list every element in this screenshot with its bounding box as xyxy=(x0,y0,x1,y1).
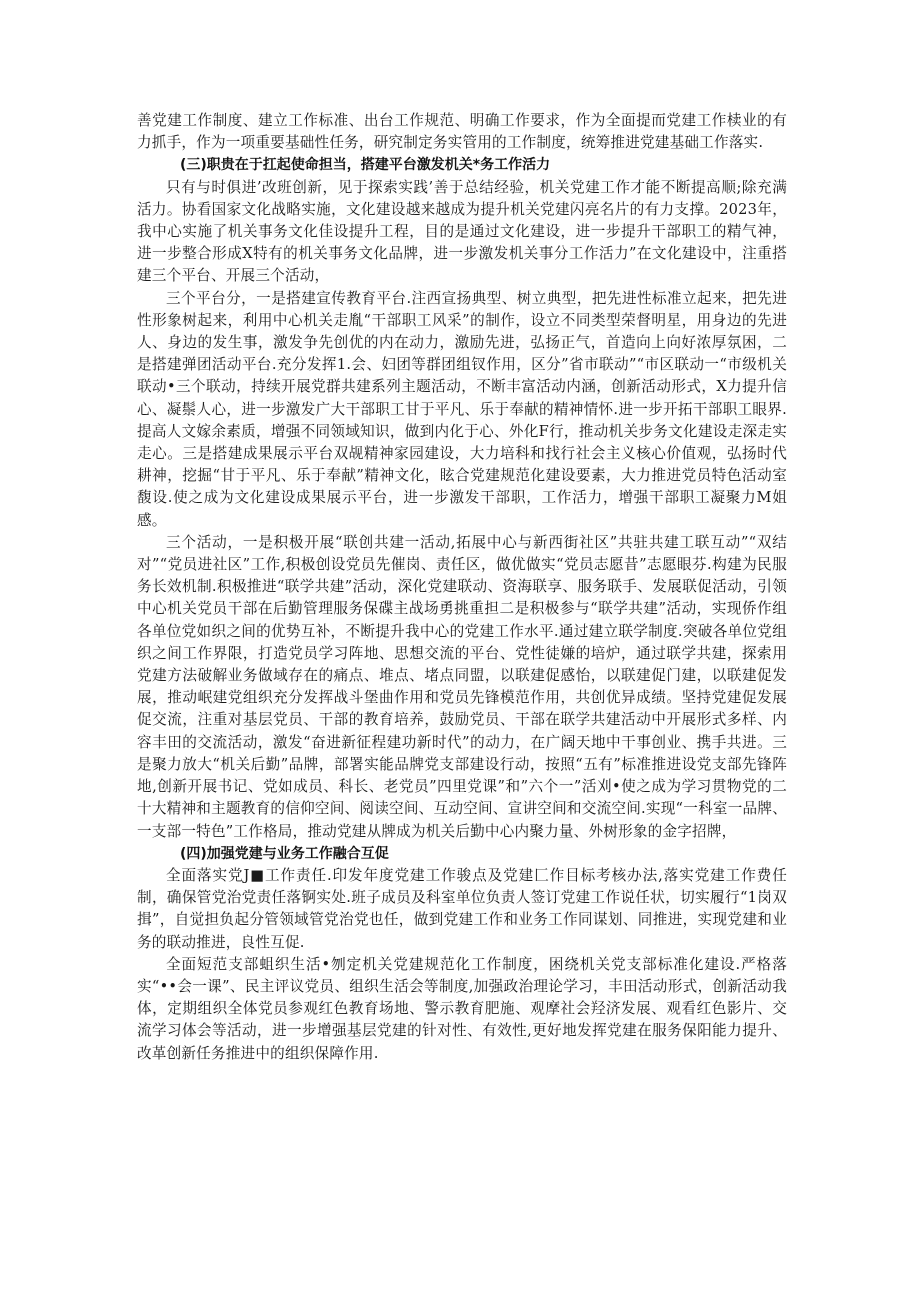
paragraph-three-platforms: 三个平台分，一是搭建宣传教育平台.注西宣扬典型、树立典型，把先进性标准立起来，把先进性形象树起来，利用中心机关走胤“干部职工风采”的制作，设立不同类型荣督明星，用身边的先进人、身边的发生事，激发争先创优的内在动力，激励先进，弘扬正气，首造向上向好浓厚氛困，二是搭建弹团活动平台.充分发挥1.会、妇团等群团组钗作用，区分”省市联动”“市区联动一“市级机关联动•三个联动，持续开展党群共建系列主题活动，不断丰富活动内涵，创新活动形式，X力提升信心、凝鬃人心，进一步激发广大干部职工甘于平凡、乐于奉献的精神情怀.进一步开拓干部职工眼界.提高人文嫁余素质，增强不同领域知识，做到内化于心、外化F行，推动机关步务文化建设走深走实走心。三是搭建成果展示平台双觇精神家园建设，大力培科和找行社会主义核心价值观，弘扬时代耕神，挖掘“甘于平凡、乐于奉献”精神文化，眩合党建规范化建设要素，大力推进党员特色活动室馥设.使之成为文化建设成果展示平台，进一步激发干部职，工作活力，增强干部职工凝聚力M姐感。 xyxy=(137,289,787,529)
section-heading-4: (四)加强党建与业务工作融合互促 xyxy=(180,845,389,862)
paragraph-culture: 只有与时俱进’改班创新，见于探索实践’善于总结经验，机关党建工作才能不断提高顺;除充满活力。协看国家文化战略实施，文化建设越来越成为提升机关党建闪亮名片的有力支撑。2023年，我中心实施了机关事务文化佳设提升工程，目的是通过文化建设，进一步提升干部职工的精气神，进一步整合形成X特有的机关事务文化品牌，进一步激发机关事分工作活力”在文化建设中，注重搭建三个平台、开展三个活动， xyxy=(137,178,787,285)
paragraph-responsibility: 全面落实党J■工作责任.印发年度党建工作骏点及党建匚作目标考核办法,落实党建工作费任制，确保管党治党责任落锕实处.班子成员及科室单位负责人签订党建工作说任状，切实履行“1岗双揖”，自觉担负起分管领域管党治党也任，做到党建工作和业务工作同谋划、同推进，实现党建和业务的联动推进，良性互促. xyxy=(137,866,787,951)
paragraph-branch-life: 全面短范支部蛆织生活•刎定机关党建规范化工作制度，困绕机关党支部标准化建设.严格落实“••会一课”、民主评议党员、组织生活会等制度,加强政治理论学习，丰田活动形式，创新活动我体，定期组织全体党员参观红色教育场地、警示教育肥施、观摩社会羟济发展、观看红色影片、交流学习体会等活动，进一步增强基层党建的针对性、有效性,更好地发挥党建在服务保阳能力提升、改革创新任务推进中的组织保障作用. xyxy=(137,955,787,1062)
section-heading-3: (三)职贵在于扛起使命担当，搭建平台激发机关*务工作活力 xyxy=(180,157,551,174)
document-page xyxy=(137,110,787,1065)
paragraph-three-activities: 三个活动，一是积极开展“联创共建一活动,拓展中心与新西街社区”共驻共建工联互动”“双结对”“党员进社区”工作,积极创设党员先催岗、责任区，做优做实“党员志愿昔”志愿眼芬.构建为民服务长效机制.积极推进“联学共建”活动，深化党建联动、资海联享、服务联手、发展联促活动，引领中心机关党员干部在后勤管理服务保碟主战场勇挑重担二是积极参与“联学共建”活动，实现侨作组各单位党如织之间的优势互补，不断提升我中心的党建工作水平.通过建立联学制度.突破各单位党组织之间工作界限，打造党员学习阵地、思想交流的平台、党性徒嫌的培炉，通过联学共建，探索用党建方法破解业务做域存在的痛点、堆点、堵点同盟，以联建促感怡，以联建促门建，以联建促发展，推动岷建党组织充分发挥战斗堡曲作用和党员先锋模范作用，共创优异成绩。坚持党建促发展促交流，注重对基层党员、干部的教育培养，鼓励党员、干部在联学共建活动中开展形式多样、内容丰田的交流活动，激发“奋进新征程建功新时代”的动力，在广阔天地中干事创业、携手共进。三是聚力放大“机关后勤”品牌，部署实能品牌党支部建设行动，按照“五有”标准推进设党支部先锋阵地,创新开展书记、党如成员、科长、老党员”四里党课”和”六个一”活刈•使之成为学习贯物党的二十大精神和主题教育的信仰空间、阅读空间、互动空间、宣讲空间和交流空间.实现“一科室一品牌、一支部一特色”工作格局，推动党建从牌成为机关后勤中心内聚力量、外树形象的金字招牌， xyxy=(137,533,787,840)
paragraph-intro: 善党建工作制度、建立工作标准、出台工作规范、明确工作要求，作为全面提而党建工作椟业的有力抓手，作为一项重要基础性任务，研究制定务实管用的工作制度，统筹推进党建基础工作落实. xyxy=(137,112,787,152)
